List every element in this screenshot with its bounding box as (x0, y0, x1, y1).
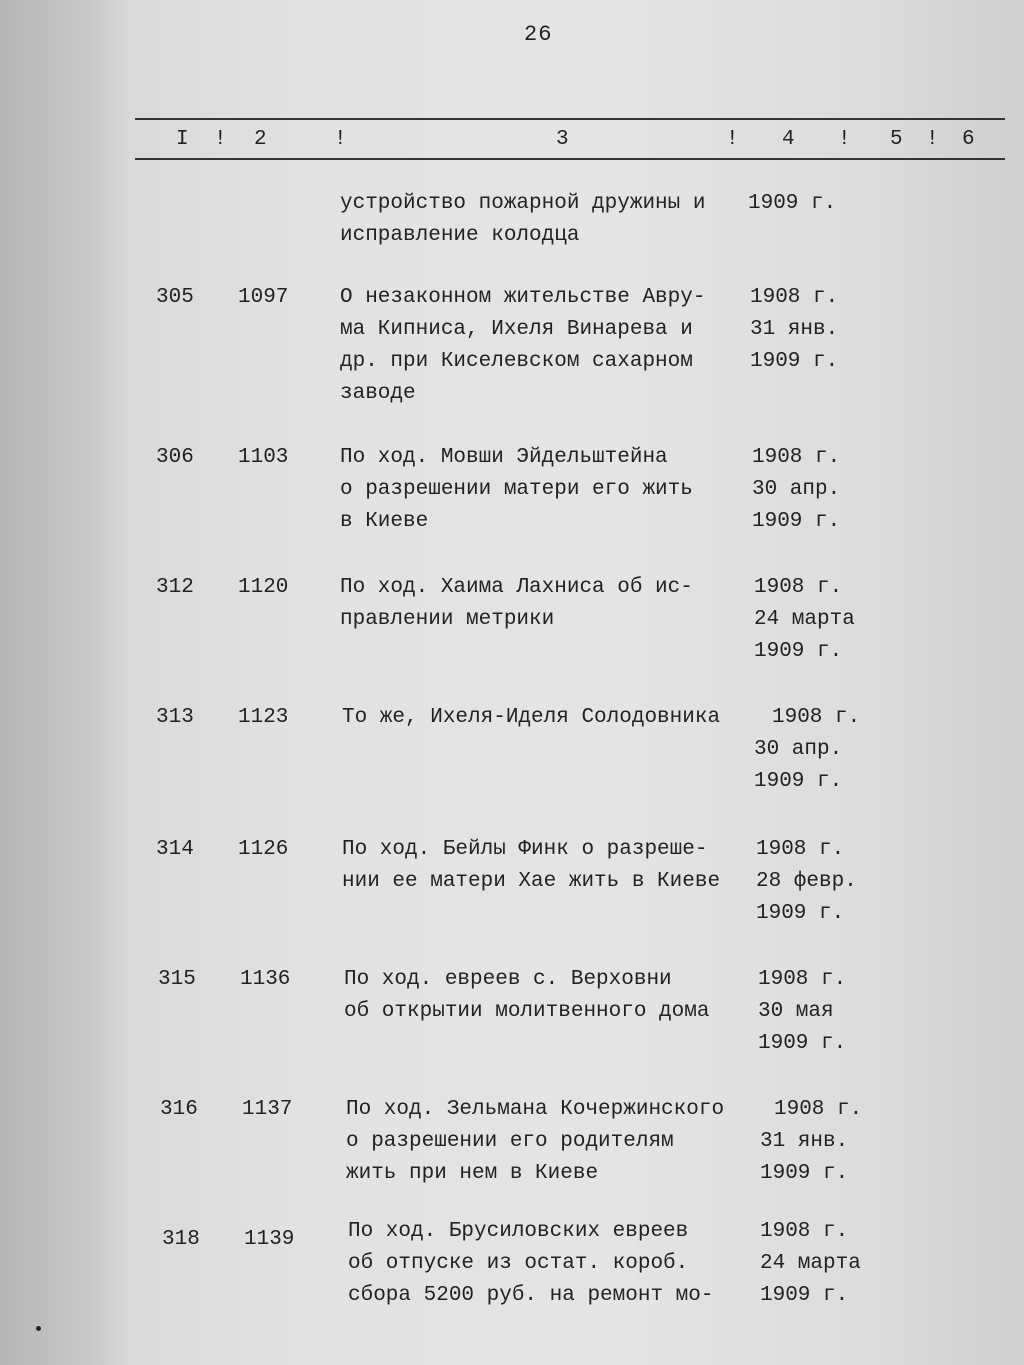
description-line: По ход. евреев с. Верховни (344, 968, 672, 991)
description-line: о разрешении матери его жить (340, 478, 693, 501)
header-col-4: 4 (782, 128, 795, 151)
row-file-number: 1097 (238, 286, 289, 309)
header-separator: ! (838, 128, 851, 151)
description-line: др. при Киселевском сахарном (340, 350, 693, 373)
description-line: в Киеве (340, 510, 429, 533)
row-description (348, 1216, 713, 1312)
date-line: 24 марта (760, 1252, 861, 1275)
description-line: То же, Ихеля-Иделя Солодовника (342, 706, 721, 729)
row-file-number: 1139 (244, 1228, 295, 1251)
header-col-1: I (176, 128, 189, 151)
row-file-number: 1103 (238, 446, 289, 469)
row-dates (760, 1094, 863, 1190)
description-line: По ход. Мовши Эйдельштейна (340, 446, 668, 469)
date-line: 1908 г. (756, 838, 845, 861)
description-line: об открытии молитвенного дома (344, 1000, 710, 1023)
date-line: 31 янв. (750, 318, 839, 341)
date-line: 1908 г. (772, 706, 861, 729)
date-line: 1909 г. (748, 192, 837, 215)
row-number: 318 (162, 1228, 200, 1251)
description-line: По ход. Брусиловских евреев (348, 1220, 689, 1243)
row-number: 313 (156, 706, 194, 729)
date-line: 1908 г. (758, 968, 847, 991)
description-line: заводе (340, 382, 416, 405)
row-dates (748, 188, 836, 220)
row-description (344, 964, 709, 1028)
row-number: 315 (158, 968, 196, 991)
header-col-2: 2 (254, 128, 267, 151)
row-dates (754, 702, 861, 798)
description-line: О незаконном жительстве Авру- (340, 286, 706, 309)
row-dates (750, 282, 838, 378)
date-line: 1909 г. (754, 640, 843, 663)
date-line: 1908 г. (752, 446, 841, 469)
row-dates (752, 442, 840, 538)
description-line: исправление колодца (340, 224, 580, 247)
description-line: По ход. Зельмана Кочержинского (346, 1098, 725, 1121)
date-line: 1909 г. (754, 770, 843, 793)
row-file-number: 1123 (238, 706, 289, 729)
row-number: 312 (156, 576, 194, 599)
row-description (340, 572, 693, 636)
row-number: 305 (156, 286, 194, 309)
row-description (340, 282, 705, 410)
date-line: 1909 г. (760, 1284, 849, 1307)
date-line: 1909 г. (760, 1162, 849, 1185)
date-line: 1908 г. (774, 1098, 863, 1121)
row-number: 316 (160, 1098, 198, 1121)
description-line: устройство пожарной дружины и (340, 192, 706, 215)
row-description (342, 702, 720, 734)
header-separator: ! (334, 128, 347, 151)
header-separator: ! (926, 128, 939, 151)
description-line: нии ее матери Хае жить в Киеве (342, 870, 721, 893)
header-col-5: 5 (890, 128, 903, 151)
date-line: 31 янв. (760, 1130, 849, 1153)
row-file-number: 1126 (238, 838, 289, 861)
description-line: ма Кипниса, Ихеля Винарева и (340, 318, 693, 341)
row-dates (754, 572, 855, 668)
row-number: 306 (156, 446, 194, 469)
row-dates (760, 1216, 861, 1312)
row-file-number: 1137 (242, 1098, 293, 1121)
description-line: жить при нем в Киеве (346, 1162, 599, 1185)
date-line: 1909 г. (756, 902, 845, 925)
page-edge-shadow (0, 0, 130, 1365)
ink-dot (36, 1326, 41, 1331)
date-line: 1909 г. (758, 1032, 847, 1055)
row-dates (756, 834, 857, 930)
page-number: 26 (524, 22, 553, 47)
header-col-6: 6 (962, 128, 975, 151)
row-description (342, 834, 720, 898)
date-line: 30 апр. (754, 738, 843, 761)
row-dates (758, 964, 846, 1060)
header-separator: ! (726, 128, 739, 151)
date-line: 1909 г. (752, 510, 841, 533)
date-line: 28 февр. (756, 870, 857, 893)
date-line: 24 марта (754, 608, 855, 631)
date-line: 1908 г. (754, 576, 843, 599)
date-line: 30 апр. (752, 478, 841, 501)
header-separator: ! (214, 128, 227, 151)
row-description (346, 1094, 724, 1190)
description-line: По ход. Хаима Лахниса об ис- (340, 576, 693, 599)
row-description (340, 188, 705, 252)
row-file-number: 1120 (238, 576, 289, 599)
header-col-3: 3 (556, 128, 569, 151)
description-line: об отпуске из остат. короб. (348, 1252, 689, 1275)
description-line: о разрешении его родителям (346, 1130, 674, 1153)
description-line: сбора 5200 руб. на ремонт мо- (348, 1284, 714, 1307)
date-line: 1909 г. (750, 350, 839, 373)
row-number: 314 (156, 838, 194, 861)
description-line: правлении метрики (340, 608, 555, 631)
date-line: 1908 г. (760, 1220, 849, 1243)
header-rule-top (135, 118, 1005, 120)
date-line: 30 мая (758, 1000, 834, 1023)
row-description (340, 442, 693, 538)
row-file-number: 1136 (240, 968, 291, 991)
description-line: По ход. Бейлы Финк о разреше- (342, 838, 708, 861)
header-rule-bottom (135, 158, 1005, 160)
date-line: 1908 г. (750, 286, 839, 309)
